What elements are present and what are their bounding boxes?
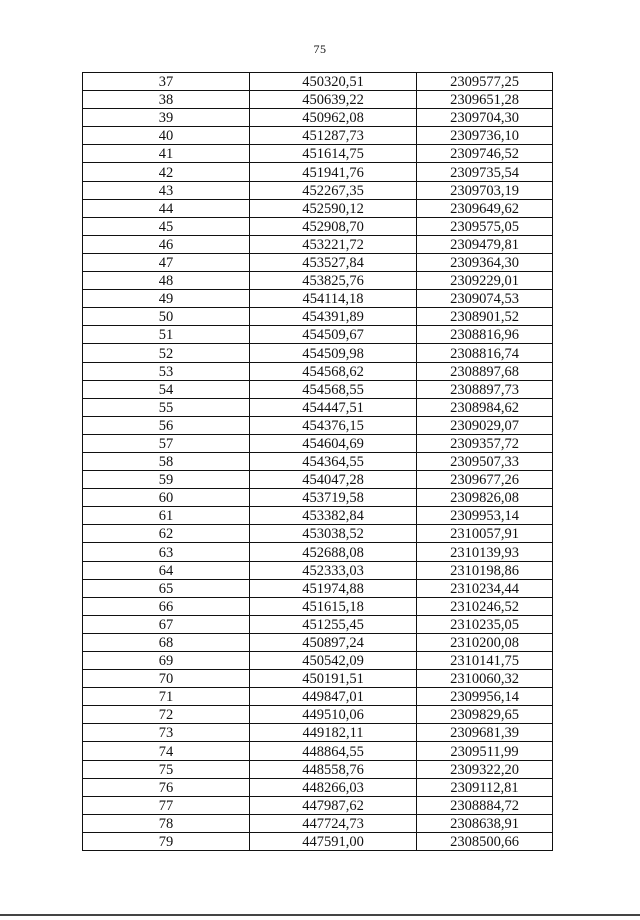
point-number-cell: 42 (83, 163, 250, 181)
y-coordinate-cell: 2309651,28 (417, 91, 553, 109)
x-coordinate-cell: 451941,76 (250, 163, 417, 181)
table-row (83, 127, 553, 145)
x-coordinate-cell: 453527,84 (250, 253, 417, 271)
y-coordinate-cell: 2310235,05 (417, 615, 553, 633)
table-row (83, 416, 553, 434)
point-number-cell: 54 (83, 380, 250, 398)
x-coordinate-cell: 447724,73 (250, 814, 417, 832)
point-number-cell: 68 (83, 633, 250, 651)
y-coordinate-cell: 2308901,52 (417, 308, 553, 326)
x-coordinate-cell: 450897,24 (250, 633, 417, 651)
point-number-cell: 65 (83, 579, 250, 597)
y-coordinate-cell: 2310234,44 (417, 579, 553, 597)
table-row (83, 742, 553, 760)
x-coordinate-cell: 447987,62 (250, 796, 417, 814)
y-coordinate-cell: 2309577,25 (417, 73, 553, 91)
x-coordinate-cell: 449510,06 (250, 706, 417, 724)
table-row (83, 398, 553, 416)
point-number-cell: 55 (83, 398, 250, 416)
x-coordinate-cell: 453719,58 (250, 489, 417, 507)
y-coordinate-cell: 2309956,14 (417, 688, 553, 706)
coordinates-table (82, 72, 553, 851)
point-number-cell: 67 (83, 615, 250, 633)
table-row (83, 652, 553, 670)
point-number-cell: 48 (83, 272, 250, 290)
point-number-cell: 73 (83, 724, 250, 742)
y-coordinate-cell: 2309074,53 (417, 290, 553, 308)
y-coordinate-cell: 2310198,86 (417, 561, 553, 579)
point-number-cell: 71 (83, 688, 250, 706)
y-coordinate-cell: 2308638,91 (417, 814, 553, 832)
table-row (83, 181, 553, 199)
point-number-cell: 75 (83, 760, 250, 778)
table-row (83, 814, 553, 832)
y-coordinate-cell: 2309649,62 (417, 199, 553, 217)
x-coordinate-cell: 452267,35 (250, 181, 417, 199)
y-coordinate-cell: 2309322,20 (417, 760, 553, 778)
point-number-cell: 74 (83, 742, 250, 760)
y-coordinate-cell: 2309826,08 (417, 489, 553, 507)
table-row (83, 796, 553, 814)
table-row (83, 217, 553, 235)
y-coordinate-cell: 2309746,52 (417, 145, 553, 163)
table-row (83, 688, 553, 706)
point-number-cell: 63 (83, 543, 250, 561)
y-coordinate-cell: 2309736,10 (417, 127, 553, 145)
x-coordinate-cell: 454391,89 (250, 308, 417, 326)
table-row (83, 452, 553, 470)
x-coordinate-cell: 451255,45 (250, 615, 417, 633)
table-row (83, 832, 553, 850)
point-number-cell: 79 (83, 832, 250, 850)
table-row (83, 145, 553, 163)
point-number-cell: 77 (83, 796, 250, 814)
y-coordinate-cell: 2310200,08 (417, 633, 553, 651)
y-coordinate-cell: 2309357,72 (417, 434, 553, 452)
x-coordinate-cell: 447591,00 (250, 832, 417, 850)
x-coordinate-cell: 449847,01 (250, 688, 417, 706)
y-coordinate-cell: 2308884,72 (417, 796, 553, 814)
table-row (83, 543, 553, 561)
point-number-cell: 62 (83, 525, 250, 543)
x-coordinate-cell: 450191,51 (250, 670, 417, 688)
y-coordinate-cell: 2309479,81 (417, 235, 553, 253)
table-row (83, 579, 553, 597)
x-coordinate-cell: 454047,28 (250, 471, 417, 489)
point-number-cell: 64 (83, 561, 250, 579)
page-bottom-edge (0, 914, 640, 916)
x-coordinate-cell: 448864,55 (250, 742, 417, 760)
x-coordinate-cell: 454604,69 (250, 434, 417, 452)
table-row (83, 760, 553, 778)
table-row (83, 253, 553, 271)
y-coordinate-cell: 2308897,73 (417, 380, 553, 398)
point-number-cell: 59 (83, 471, 250, 489)
x-coordinate-cell: 453038,52 (250, 525, 417, 543)
y-coordinate-cell: 2309677,26 (417, 471, 553, 489)
x-coordinate-cell: 454376,15 (250, 416, 417, 434)
table-row (83, 525, 553, 543)
table-row (83, 489, 553, 507)
x-coordinate-cell: 452688,08 (250, 543, 417, 561)
table-row (83, 199, 553, 217)
y-coordinate-cell: 2309364,30 (417, 253, 553, 271)
x-coordinate-cell: 454509,67 (250, 326, 417, 344)
y-coordinate-cell: 2310246,52 (417, 597, 553, 615)
x-coordinate-cell: 450320,51 (250, 73, 417, 91)
x-coordinate-cell: 454447,51 (250, 398, 417, 416)
x-coordinate-cell: 449182,11 (250, 724, 417, 742)
table-row (83, 272, 553, 290)
point-number-cell: 40 (83, 127, 250, 145)
point-number-cell: 58 (83, 452, 250, 470)
table-row (83, 434, 553, 452)
y-coordinate-cell: 2309112,81 (417, 778, 553, 796)
x-coordinate-cell: 454114,18 (250, 290, 417, 308)
point-number-cell: 44 (83, 199, 250, 217)
page-number: 75 (313, 42, 327, 56)
point-number-cell: 61 (83, 507, 250, 525)
table-row (83, 778, 553, 796)
point-number-cell: 66 (83, 597, 250, 615)
x-coordinate-cell: 453221,72 (250, 235, 417, 253)
point-number-cell: 57 (83, 434, 250, 452)
table-row (83, 326, 553, 344)
point-number-cell: 39 (83, 109, 250, 127)
point-number-cell: 41 (83, 145, 250, 163)
point-number-cell: 37 (83, 73, 250, 91)
table-row (83, 724, 553, 742)
y-coordinate-cell: 2309511,99 (417, 742, 553, 760)
y-coordinate-cell: 2309507,33 (417, 452, 553, 470)
y-coordinate-cell: 2309953,14 (417, 507, 553, 525)
point-number-cell: 69 (83, 652, 250, 670)
point-number-cell: 45 (83, 217, 250, 235)
y-coordinate-cell: 2308816,74 (417, 344, 553, 362)
table-row (83, 290, 553, 308)
x-coordinate-cell: 454568,55 (250, 380, 417, 398)
table-row (83, 706, 553, 724)
x-coordinate-cell: 452333,03 (250, 561, 417, 579)
x-coordinate-cell: 454509,98 (250, 344, 417, 362)
table-row (83, 597, 553, 615)
y-coordinate-cell: 2308897,68 (417, 362, 553, 380)
x-coordinate-cell: 451287,73 (250, 127, 417, 145)
point-number-cell: 47 (83, 253, 250, 271)
y-coordinate-cell: 2310141,75 (417, 652, 553, 670)
coordinates-table-body (83, 73, 553, 851)
x-coordinate-cell: 448558,76 (250, 760, 417, 778)
table-row (83, 471, 553, 489)
point-number-cell: 46 (83, 235, 250, 253)
x-coordinate-cell: 448266,03 (250, 778, 417, 796)
point-number-cell: 49 (83, 290, 250, 308)
x-coordinate-cell: 452908,70 (250, 217, 417, 235)
table-row (83, 235, 553, 253)
point-number-cell: 60 (83, 489, 250, 507)
table-row (83, 615, 553, 633)
x-coordinate-cell: 454364,55 (250, 452, 417, 470)
x-coordinate-cell: 451614,75 (250, 145, 417, 163)
table-row (83, 344, 553, 362)
point-number-cell: 50 (83, 308, 250, 326)
y-coordinate-cell: 2309029,07 (417, 416, 553, 434)
x-coordinate-cell: 453825,76 (250, 272, 417, 290)
y-coordinate-cell: 2308984,62 (417, 398, 553, 416)
point-number-cell: 70 (83, 670, 250, 688)
point-number-cell: 38 (83, 91, 250, 109)
y-coordinate-cell: 2310139,93 (417, 543, 553, 561)
table-row (83, 73, 553, 91)
y-coordinate-cell: 2310060,32 (417, 670, 553, 688)
x-coordinate-cell: 450962,08 (250, 109, 417, 127)
x-coordinate-cell: 450542,09 (250, 652, 417, 670)
x-coordinate-cell: 453382,84 (250, 507, 417, 525)
point-number-cell: 43 (83, 181, 250, 199)
table-row (83, 507, 553, 525)
point-number-cell: 51 (83, 326, 250, 344)
table-row (83, 308, 553, 326)
y-coordinate-cell: 2309681,39 (417, 724, 553, 742)
point-number-cell: 72 (83, 706, 250, 724)
table-row (83, 109, 553, 127)
x-coordinate-cell: 452590,12 (250, 199, 417, 217)
point-number-cell: 56 (83, 416, 250, 434)
table-row (83, 91, 553, 109)
table-row (83, 670, 553, 688)
y-coordinate-cell: 2310057,91 (417, 525, 553, 543)
y-coordinate-cell: 2308500,66 (417, 832, 553, 850)
point-number-cell: 52 (83, 344, 250, 362)
x-coordinate-cell: 451615,18 (250, 597, 417, 615)
y-coordinate-cell: 2309735,54 (417, 163, 553, 181)
table-row (83, 380, 553, 398)
x-coordinate-cell: 451974,88 (250, 579, 417, 597)
y-coordinate-cell: 2309229,01 (417, 272, 553, 290)
table-row (83, 561, 553, 579)
point-number-cell: 78 (83, 814, 250, 832)
y-coordinate-cell: 2309575,05 (417, 217, 553, 235)
x-coordinate-cell: 454568,62 (250, 362, 417, 380)
table-row (83, 163, 553, 181)
table-row (83, 362, 553, 380)
table-row (83, 633, 553, 651)
point-number-cell: 53 (83, 362, 250, 380)
x-coordinate-cell: 450639,22 (250, 91, 417, 109)
y-coordinate-cell: 2308816,96 (417, 326, 553, 344)
point-number-cell: 76 (83, 778, 250, 796)
y-coordinate-cell: 2309829,65 (417, 706, 553, 724)
y-coordinate-cell: 2309704,30 (417, 109, 553, 127)
y-coordinate-cell: 2309703,19 (417, 181, 553, 199)
